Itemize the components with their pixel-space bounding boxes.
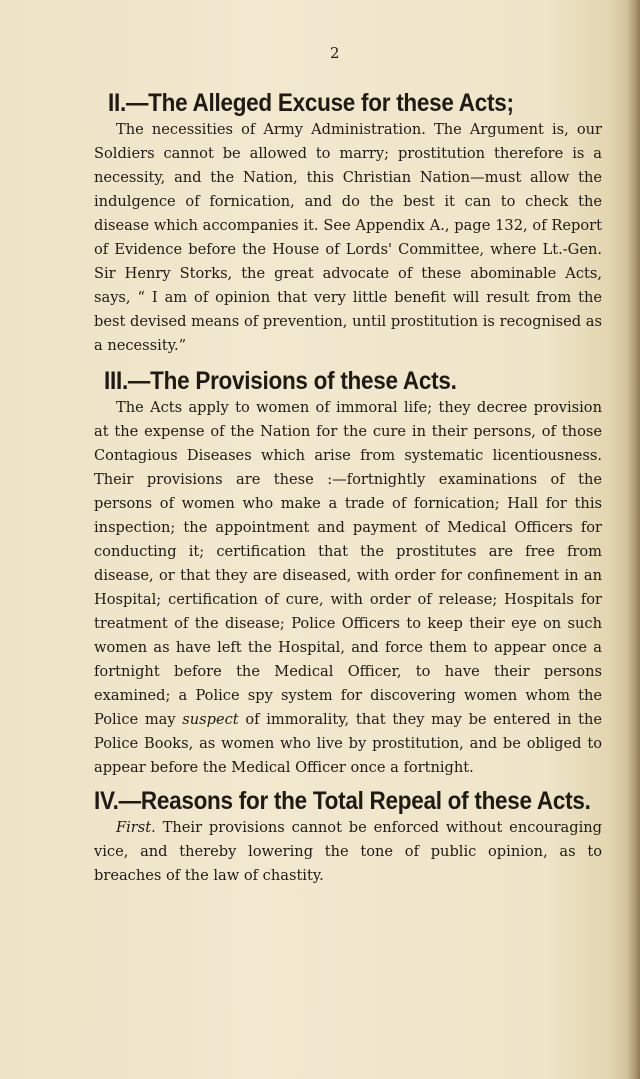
page-content [94,88,602,888]
paragraph-iii-text-after: of immorality, that they may be entered in the Police Books, as women who live by prostitution, and be obliged to appear before the Medical Officer once a fortnight. [94,711,602,776]
paragraph-iii-text-before: The Acts apply to women of immoral life; they decree provision at the expense of the Nation for the cure in their persons, of those Contagious Diseases which arise from systematic licentiousness. Their provisions are these :—fortnightly examinations of the persons of women who make a trade of fornication; Hall for this inspection; the appointment and payment of Medical Officers for conducting it; certification that the prostitutes are free from disease, or that they are diseased, with order for confinement in an Hospital; certification of cure, with order of release; Hospitals for treatment of the disease; Police Officers to keep their eye on such women as have left the Hospital, and force them to appear once a fortnight before the Medical Officer, to have their persons examined; a Police spy system for discovering women whom the Police may [94,399,602,728]
section-paragraph-iv [94,816,602,888]
section-heading-iii: III.—The Provisions of these Acts. [104,367,457,395]
section-paragraph-iii [94,396,602,780]
lead-first: First. [116,819,156,836]
section-paragraph-ii: The necessities of Army Administration. The Argument is, our Soldiers cannot be allowed to marry; prostitution therefore is a necessity, and the Nation, this Christian Nation—must allow the indulgence of fornication, and do the best it can to check the disease which accompanies it. See Appendix A., page 132, of Report of Evidence before the House of Lords' Committee, where Lt.-Gen. Sir Henry Storks, the great advocate of these abominable Acts, says, “ I am of opinion that very little benefit will result from the best devised means of prevention, until prostitution is recognised as a necessity.” [94,121,602,354]
paragraph-iv-text: Their provisions cannot be enforced without encouraging vice, and thereby lowering the tone of public opinion, as to breaches of the law of chastity. [94,819,603,884]
section-heading-iv: IV.—Reasons for the Total Repeal of these Acts. [94,787,591,815]
emphasis-suspect: suspect [182,711,239,728]
page-number: 2 [330,44,340,62]
section-heading-ii: II.—The Alleged Excuse for these Acts; [108,89,514,117]
page-edge-shadow [626,0,640,1079]
